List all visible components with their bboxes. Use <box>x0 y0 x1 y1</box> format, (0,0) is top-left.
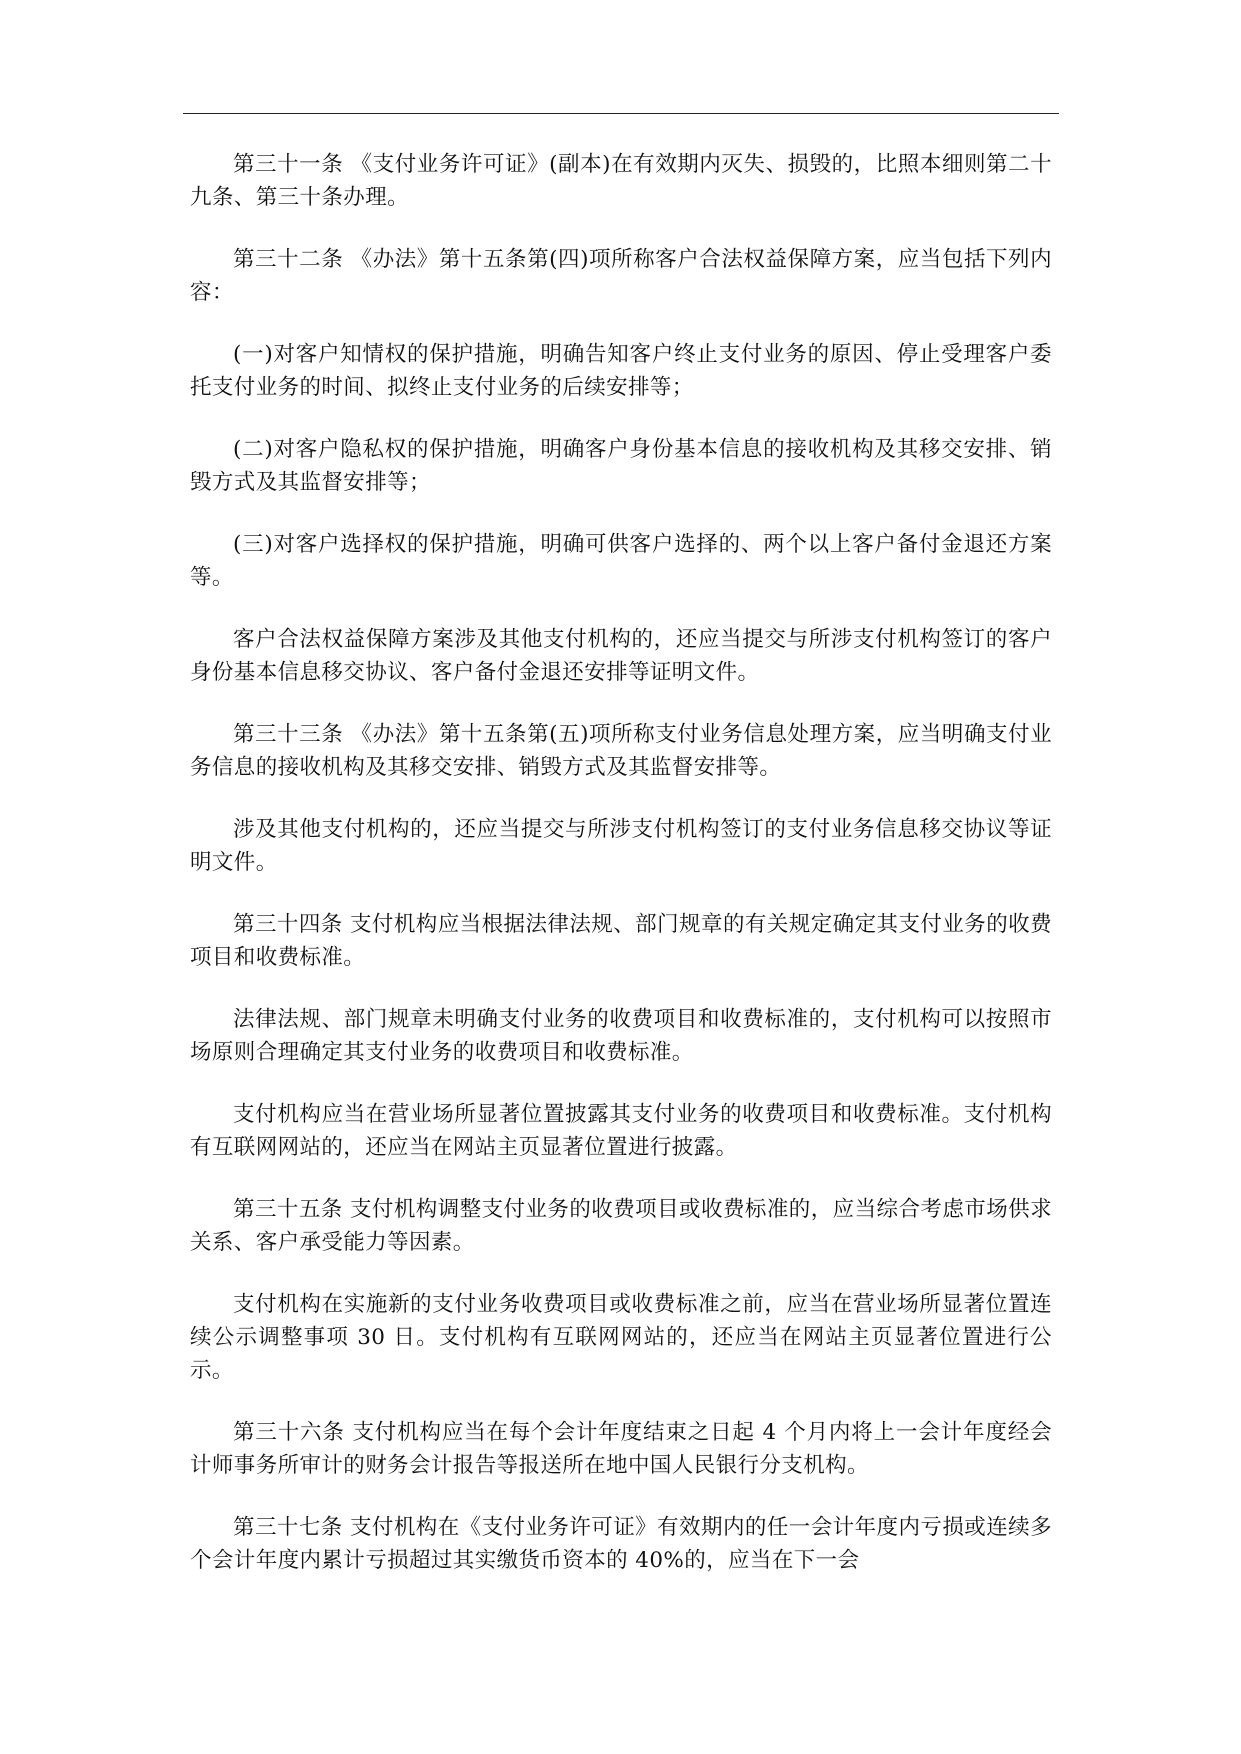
paragraph-article-34: 第三十四条 支付机构应当根据法律法规、部门规章的有关规定确定其支付业务的收费项目和收费标准。 <box>190 912 1052 970</box>
paragraph-article-34-clause-3: 支付机构应当在营业场所显著位置披露其支付业务的收费项目和收费标准。支付机构有互联网网站的，还应当在网站主页显著位置进行披露。 <box>190 1102 1052 1160</box>
paragraph-article-31: 第三十一条 《支付业务许可证》(副本)在有效期内灭失、损毁的，比照本细则第二十九条、第三十条办理。 <box>190 152 1052 210</box>
document-body <box>190 148 1052 1606</box>
paragraph-article-35: 第三十五条 支付机构调整支付业务的收费项目或收费标准的，应当综合考虑市场供求关系、客户承受能力等因素。 <box>190 1197 1052 1255</box>
paragraph-item-2: (二)对客户隐私权的保护措施，明确客户身份基本信息的接收机构及其移交安排、销毁方式及其监督安排等； <box>190 437 1052 495</box>
paragraph-article-36: 第三十六条 支付机构应当在每个会计年度结束之日起 4 个月内将上一会计年度经会计师事务所审计的财务会计报告等报送所在地中国人民银行分支机构。 <box>190 1420 1052 1478</box>
header-rule <box>183 113 1059 114</box>
paragraph-item-1: (一)对客户知情权的保护措施，明确告知客户终止支付业务的原因、停止受理客户委托支付业务的时间、拟终止支付业务的后续安排等； <box>190 342 1052 400</box>
paragraph-item-3: (三)对客户选择权的保护措施，明确可供客户选择的、两个以上客户备付金退还方案等。 <box>190 532 1052 590</box>
paragraph-article-37: 第三十七条 支付机构在《支付业务许可证》有效期内的任一会计年度内亏损或连续多个会计年度内累计亏损超过其实缴货币资本的 40%的，应当在下一会 <box>190 1515 1052 1573</box>
paragraph-article-32: 第三十二条 《办法》第十五条第(四)项所称客户合法权益保障方案，应当包括下列内容： <box>190 247 1052 305</box>
paragraph-article-33: 第三十三条 《办法》第十五条第(五)项所称支付业务信息处理方案，应当明确支付业务信息的接收机构及其移交安排、销毁方式及其监督安排等。 <box>190 722 1052 780</box>
paragraph-article-35-clause-2: 支付机构在实施新的支付业务收费项目或收费标准之前，应当在营业场所显著位置连续公示调整事项 30 日。支付机构有互联网网站的，还应当在网站主页显著位置进行公示。 <box>190 1292 1052 1383</box>
paragraph-article-32-supplement: 客户合法权益保障方案涉及其他支付机构的，还应当提交与所涉支付机构签订的客户身份基本信息移交协议、客户备付金退还安排等证明文件。 <box>190 627 1052 685</box>
paragraph-article-34-clause-2: 法律法规、部门规章未明确支付业务的收费项目和收费标准的，支付机构可以按照市场原则合理确定其支付业务的收费项目和收费标准。 <box>190 1007 1052 1065</box>
paragraph-article-33-supplement: 涉及其他支付机构的，还应当提交与所涉支付机构签订的支付业务信息移交协议等证明文件。 <box>190 817 1052 875</box>
